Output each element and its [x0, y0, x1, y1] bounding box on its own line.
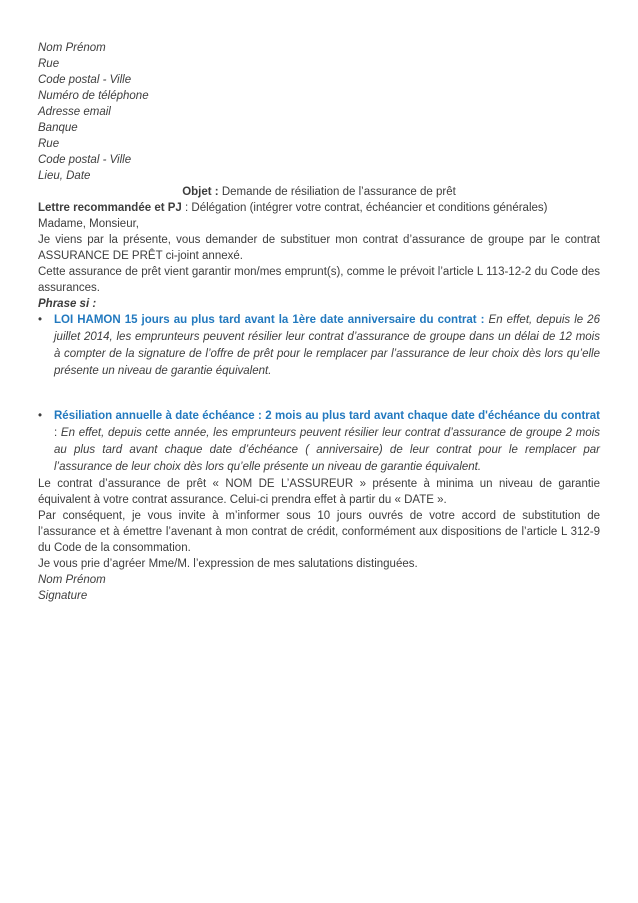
bullet-heading-resiliation-annuelle: Résiliation annuelle à date échéance : 2 mois au plus tard avant chaque date d'échéance du contrat	[54, 410, 600, 422]
subject-text: Demande de résiliation de l’assurance de prêt	[218, 186, 456, 198]
salutation: Madame, Monsieur,	[38, 218, 139, 230]
recipient-bank: Banque	[38, 122, 78, 134]
bullet-heading-loi-hamon: LOI HAMON 15 jours au plus tard avant la 1ère date anniversaire du contrat :	[54, 314, 485, 326]
signature-name: Nom Prénom	[38, 574, 106, 586]
phrase-si-heading: Phrase si :	[38, 298, 97, 310]
attachments-text: Délégation (intégrer votre contrat, échéancier et conditions générales)	[191, 202, 548, 214]
signature-label: Signature	[38, 590, 88, 602]
recipient-block	[38, 120, 600, 168]
sender-block	[38, 40, 600, 120]
bullet-separator: :	[54, 427, 61, 439]
recipient-street: Rue	[38, 138, 60, 150]
subject-label: Objet :	[182, 186, 219, 198]
bullet-icon: •	[38, 314, 43, 326]
bullet-body-loi-hamon: En effet, depuis le 26 juillet 2014, les emprunteurs peuvent résilier leur contrat d’assurance de groupe dans un délai de 12 mois à compter de la signature de l’offre de prêt pour le remplacer par l’assurance de leur choix dès lors qu’elle présente un niveau de garantie équivalent.	[54, 314, 600, 377]
sender-city: Code postal - Ville	[38, 74, 132, 86]
bullet-text	[54, 408, 600, 476]
attachments-label: Lettre recommandée et PJ	[38, 202, 182, 214]
sender-street: Rue	[38, 58, 60, 70]
closing-line: Je vous prie d’agréer Mme/M. l’expression de mes salutations distinguées.	[38, 558, 418, 570]
attachments-separator: :	[181, 202, 192, 214]
list-item-resiliation-annuelle	[38, 408, 600, 476]
attachments-line	[38, 200, 600, 216]
sender-name: Nom Prénom	[38, 42, 106, 54]
bullet-icon: •	[38, 410, 43, 422]
place-date: Lieu, Date	[38, 170, 91, 182]
paragraph-substitution: Je viens par la présente, vous demander de substituer mon contrat d’assurance de groupe par le contrat ASSURANCE DE PRÊT ci-joint annexé.	[38, 234, 600, 262]
bullet-list	[38, 312, 600, 476]
paragraph-assureur: Le contrat d’assurance de prêt « NOM DE L’ASSUREUR » présente à minima un niveau de garantie équivalent à votre contrat assurance. Celui-ci prendra effet à partir du « DATE ».	[38, 478, 600, 506]
paragraph-guarantee: Cette assurance de prêt vient garantir mon/mes emprunt(s), comme le prévoit l’article L 113-12-2 du Code des assurances.	[38, 266, 600, 294]
bullet-body-resiliation-annuelle: En effet, depuis cette année, les emprunteurs peuvent résilier leur contrat d’assurance de groupe 2 mois au plus tard avant chaque date d’échéance ( anniversaire) de leur contrat pour le remplacer par l’assurance de leur choix dès lors qu’elle présente un niveau de garantie équivalent.	[54, 427, 600, 473]
bullet-text	[54, 312, 600, 380]
sender-email: Adresse email	[38, 106, 111, 118]
subject-line	[38, 184, 600, 200]
sender-phone: Numéro de téléphone	[38, 90, 149, 102]
recipient-city: Code postal - Ville	[38, 154, 132, 166]
paragraph-delai: Par conséquent, je vous invite à m’informer sous 10 jours ouvrés de votre accord de substitution de l’assurance et à émettre l’avenant à mon contrat de crédit, conformément aux dispositions de l’article L 312-9 du Code de la consommation.	[38, 510, 600, 554]
list-item-loi-hamon	[38, 312, 600, 380]
